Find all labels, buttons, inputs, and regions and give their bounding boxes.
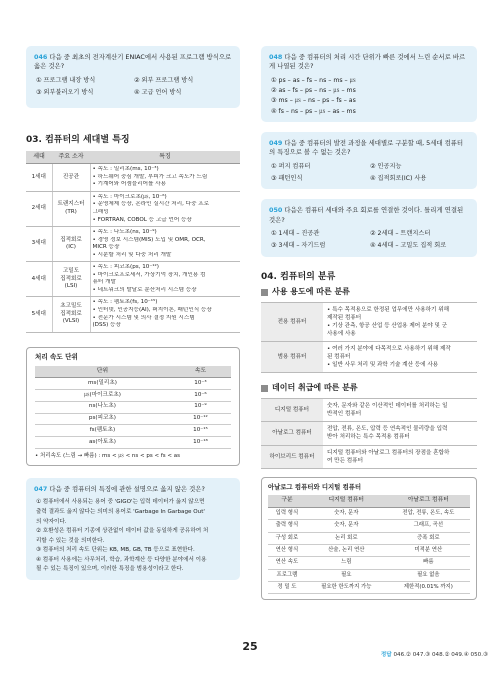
features-cell <box>90 262 240 297</box>
speed-cell: 10⁻¹⁵ <box>170 425 231 437</box>
compare-table <box>268 495 470 594</box>
question-049-options <box>269 163 469 184</box>
speed-note: • 처리속도 (느림 → 빠름) : ms < ㎲ < ns < ps < fs < as <box>35 452 180 459</box>
option[interactable]: ④ 고급 언어 방식 <box>134 88 182 96</box>
option[interactable]: ② 2세대 – 트랜지스터 <box>370 229 431 237</box>
value-cell: 증폭 회로 <box>387 532 470 544</box>
question-047-options <box>34 499 232 573</box>
subsection-title-use: 사용 용도에 따른 분류 <box>261 287 477 298</box>
table-row <box>35 401 231 413</box>
answer: 047.③ <box>412 652 431 658</box>
answer-key-label: 정답 <box>380 652 392 658</box>
row-description <box>323 302 477 341</box>
features-cell <box>90 227 240 262</box>
question-048-options <box>269 77 469 116</box>
table-row <box>261 445 477 468</box>
option[interactable]: ④ 집적회로(IC) 사용 <box>370 174 427 182</box>
row-description <box>323 445 477 468</box>
value-cell: 느림 <box>306 557 387 569</box>
table-row <box>261 399 477 422</box>
table-row <box>35 390 231 402</box>
element-line: 집적회로 <box>60 310 82 317</box>
value-cell: 빠름 <box>387 557 470 569</box>
question-046-options <box>34 77 232 98</box>
option-line[interactable]: ③ 컴퓨터의 처리 속도 단위는 KB, MB, GB, TB 등으로 표현한다. <box>36 547 195 554</box>
question-number: 050 <box>269 206 283 215</box>
row-description <box>323 399 477 422</box>
page-number: 25 <box>242 640 258 653</box>
value-cell: 전압, 전류, 온도, 속도 <box>387 508 470 520</box>
question-047 <box>26 478 240 580</box>
compare-title: 아날로그 컴퓨터와 디지털 컴퓨터 <box>268 482 362 491</box>
generation-cell: 1세대 <box>26 164 52 192</box>
unit-cell: ps(피코초) <box>35 413 170 425</box>
table-header: 특징 <box>90 151 240 164</box>
option[interactable]: ③ ms – ㎲ – ns – ps – fs – as <box>271 97 356 105</box>
feature-line: • 속도 : 마이크로초(㎲, 10⁻⁶) <box>92 193 167 200</box>
features-cell <box>90 164 240 192</box>
value-cell: 숫자, 문자 <box>306 520 387 532</box>
unit-cell: as(아토초) <box>35 437 170 449</box>
answer: 050.③ <box>470 652 488 658</box>
element-line: 집적회로 <box>60 236 82 243</box>
table-row <box>268 545 470 557</box>
feature-line: • 네트워크의 발달로 분산처리 시스템 등장 <box>92 286 197 293</box>
description-line: 제작된 컴퓨터 <box>327 314 362 321</box>
category-cell: 구성 회로 <box>268 532 306 544</box>
feature-line: • 기계어와 어셈블리어를 사용 <box>92 181 166 188</box>
table-header: 구분 <box>268 495 306 507</box>
table-row <box>35 413 231 425</box>
generation-cell: 2세대 <box>26 191 52 226</box>
value-cell: 그래프, 곡선 <box>387 520 470 532</box>
feature-line: • 속도 : 밀리초(ms, 10⁻³) <box>92 166 159 173</box>
features-cell <box>90 191 240 226</box>
answer: 046.② <box>393 652 411 658</box>
table-row <box>268 532 470 544</box>
table-row <box>26 227 240 262</box>
option-line[interactable]: 될 수 있는 특징이 있으며, 이러한 특징을 범용성이라고 한다. <box>36 566 184 573</box>
value-cell: 필요한 한도까지 가능 <box>306 581 387 593</box>
description-line: • 특수 목적용으로 한정된 업무에만 사용하기 위해 <box>327 306 450 313</box>
description-line: • 여러 가지 분야에 다목적으로 사용하기 위해 제작 <box>327 345 451 352</box>
category-cell: 연산 속도 <box>268 557 306 569</box>
option-line[interactable]: ② 호환성은 컴퓨터 기종에 상관없이 데이터 값을 동일하게 공유하여 처 <box>36 528 209 535</box>
row-label: 하이브리드 컴퓨터 <box>261 445 323 468</box>
element-line: 고밀도 <box>62 268 80 275</box>
speed-cell: 10⁻¹⁸ <box>170 437 231 449</box>
description-line: 받아 처리하는 특수 목적용 컴퓨터 <box>327 434 410 441</box>
category-cell: 연산 형식 <box>268 545 306 557</box>
element-cell <box>52 164 90 192</box>
element-cell <box>52 262 90 297</box>
option[interactable]: ② 외부 프로그램 방식 <box>134 76 194 84</box>
speed-units-title: 처리 속도 단위 <box>35 352 78 361</box>
feature-line: • 운영체제 등장, 온라인 실시간 처리, 다중 프로 <box>92 201 210 208</box>
option[interactable]: ① 퍼지 컴퓨터 <box>271 162 311 170</box>
by-data-table <box>261 398 477 469</box>
option-line[interactable]: 출력 결과도 옳지 않다는 의미의 용어로 'Garbage In Garbage Out' <box>36 508 205 515</box>
square-bullet-icon <box>261 385 268 392</box>
element-line: (IC) <box>66 244 76 251</box>
speed-units-table <box>35 366 231 449</box>
table-header: 단위 <box>35 366 170 378</box>
row-label: 범용 컴퓨터 <box>261 341 323 372</box>
option[interactable]: ③ 외부불러오기 방식 <box>36 88 94 96</box>
feature-line: • 속도 : 나노초(ns, 10⁻⁹) <box>92 229 157 236</box>
option[interactable]: ① 프로그램 내장 방식 <box>36 76 96 84</box>
table-row <box>261 422 477 445</box>
description-line: 반적인 컴퓨터 <box>327 411 362 418</box>
table-row <box>268 520 470 532</box>
question-050 <box>261 199 477 256</box>
question-046-stem: 046 다음 중 최초의 전자계산기 ENIAC에서 사용된 프로그램 방식으로 옳은 것은? <box>34 53 232 71</box>
by-use-table <box>261 302 477 374</box>
feature-line: • 시분할 처리 및 다중 처리 개발 <box>92 251 172 258</box>
question-number: 049 <box>269 139 283 147</box>
table-row <box>35 425 231 437</box>
description-line: 여 만든 컴퓨터 <box>327 457 363 464</box>
category-cell: 프로그램 <box>268 569 306 581</box>
row-description <box>323 341 477 372</box>
element-line: (LSI) <box>64 283 78 290</box>
feature-line: • FORTRAN, COBOL 등 고급 언어 등장 <box>92 216 192 223</box>
category-cell: 출력 형식 <box>268 520 306 532</box>
feature-line: • 속도 : 펨토초(fs, 10⁻¹⁵) <box>92 299 158 306</box>
question-047-stem: 047 다음 중 컴퓨터의 특징에 관한 설명으로 옳지 않은 것은? <box>34 485 205 494</box>
feature-line: • 마이크로프로세서, 가상기억 장치, 개인용 컴 <box>92 271 206 278</box>
option[interactable]: ① 1세대 – 진공관 <box>271 229 320 237</box>
option[interactable]: ② as – fs – ps – ns – ㎲ – ms <box>271 86 356 94</box>
option[interactable]: ① ps – as – fs – ns – ms – ㎲ <box>271 76 356 84</box>
table-row <box>261 302 477 341</box>
question-number: 046 <box>34 53 48 61</box>
element-line: 집적회로 <box>60 275 82 282</box>
table-row <box>268 581 470 593</box>
element-line: 진공관 <box>62 173 80 180</box>
table-header: 속도 <box>170 366 231 378</box>
value-cell: 필요 없음 <box>387 569 470 581</box>
question-number: 047 <box>34 485 48 494</box>
feature-line: (DSS) 등장 <box>92 322 121 329</box>
compare-box <box>261 477 477 601</box>
square-bullet-icon <box>261 289 268 296</box>
row-label: 전용 컴퓨터 <box>261 302 323 341</box>
description-line: 전압, 전류, 온도, 압력 등 연속적인 물리량을 입력 <box>327 426 448 433</box>
table-row <box>26 297 240 332</box>
value-cell: 숫자, 문자 <box>306 508 387 520</box>
table-header: 아날로그 컴퓨터 <box>387 495 470 507</box>
subsection-title-data: 데이터 취급에 따른 분류 <box>261 383 477 394</box>
option[interactable]: ③ 3세대 – 자기드럼 <box>271 242 326 250</box>
element-cell <box>52 227 90 262</box>
option-line[interactable]: 리할 수 있는 것을 의미한다. <box>36 537 105 544</box>
feature-line: • 경영 정보 시스템(MIS) 도입 및 OMR, OCR, <box>92 236 206 243</box>
description-line: 숫자, 문자와 같은 이산적인 데이터를 처리하는 일 <box>327 403 448 410</box>
answer-key <box>381 652 488 660</box>
generation-cell: 5세대 <box>26 297 52 332</box>
table-row <box>26 262 240 297</box>
option[interactable]: ④ fs – ns – ps – ㎲ – as – ms <box>271 107 356 115</box>
speed-cell: 10⁻⁶ <box>170 390 231 402</box>
feature-line: • 하드웨어 중심 개발, 부피가 크고 속도가 느림 <box>92 173 208 180</box>
category-cell: 정 밀 도 <box>268 581 306 593</box>
description-line: 사용에 사용 <box>327 330 356 337</box>
feature-line: 퓨터 개발 <box>92 279 116 286</box>
option-line[interactable]: ① 컴퓨터에서 사용되는 용어 중 'GIGO'는 입력 데이터가 옳지 않으면 <box>36 499 205 506</box>
element-cell <box>52 191 90 226</box>
option-line[interactable]: 의 약자이다. <box>36 518 67 525</box>
option-line[interactable]: ④ 컴퓨터 사용에는 사무처리, 학습, 과학계산 등 다양한 분야에서 이용 <box>36 556 207 563</box>
element-line: (VLSI) <box>62 318 80 325</box>
unit-cell: ms(밀리초) <box>35 378 170 390</box>
table-row <box>26 191 240 226</box>
description-line: 된 컴퓨터 <box>327 354 351 361</box>
section-generations <box>26 134 240 333</box>
unit-cell: ㎲(마이크로초) <box>35 390 170 402</box>
question-050-stem: 050 다음은 컴퓨터 세대와 주요 회로를 연결한 것이다. 틀리게 연결된 것은? <box>269 206 464 224</box>
question-049-stem: 049 다음 중 컴퓨터의 발전 과정을 세대별로 구분할 때, 5세대 컴퓨터의 특징으로 볼 수 없는 것은? <box>269 139 464 157</box>
description-line: • 기상 관측, 항공 산업 등 산업용 제어 분야 및 군 <box>327 322 448 329</box>
feature-line: • 인터넷, 인공지능(AI), 퍼지이론, 패턴인식 등장 <box>92 306 212 313</box>
table-row <box>26 164 240 192</box>
speed-units-box <box>26 347 240 467</box>
table-header: 세대 <box>26 151 52 164</box>
element-line: 트랜지스터 <box>57 201 85 208</box>
row-label: 디지털 컴퓨터 <box>261 399 323 422</box>
table-row <box>268 569 470 581</box>
row-description <box>323 422 477 445</box>
generation-cell: 4세대 <box>26 262 52 297</box>
question-048 <box>261 46 477 122</box>
option[interactable]: ④ 4세대 – 고밀도 집적 회로 <box>370 242 447 250</box>
table-row <box>35 437 231 449</box>
generations-table <box>26 151 240 332</box>
table-header: 주요 소자 <box>52 151 90 164</box>
value-cell: 제한적(0.01% 까지) <box>387 581 470 593</box>
answer: 049.④ <box>451 652 469 658</box>
description-line: • 일반 사무 처리 및 과학 기술 계산 등에 사용 <box>327 362 439 369</box>
question-049 <box>261 132 477 189</box>
right-column <box>261 46 477 600</box>
feature-line: MICR 등장 <box>92 244 120 251</box>
question-050-options <box>269 230 469 251</box>
value-cell: 산술, 논리 연산 <box>306 545 387 557</box>
option[interactable]: ③ 패턴인식 <box>271 174 303 182</box>
table-row <box>268 508 470 520</box>
feature-line: 그래밍 <box>92 208 109 215</box>
feature-line: • 속도 : 피코초(ps, 10⁻¹²) <box>92 264 159 271</box>
value-cell: 필요 <box>306 569 387 581</box>
element-cell <box>52 297 90 332</box>
section-title: 04. 컴퓨터의 분류 <box>261 271 336 282</box>
generation-cell: 3세대 <box>26 227 52 262</box>
row-label: 아날로그 컴퓨터 <box>261 422 323 445</box>
unit-cell: fs(펨토초) <box>35 425 170 437</box>
value-cell: 논리 회로 <box>306 532 387 544</box>
question-048-stem: 048 다음 중 컴퓨터의 처리 시간 단위가 빠른 것에서 느린 순서로 바르게 나열된 것은? <box>269 53 466 71</box>
speed-cell: 10⁻¹² <box>170 413 231 425</box>
element-line: 초고밀도 <box>60 303 82 310</box>
features-cell <box>90 297 240 332</box>
left-column <box>26 46 240 580</box>
table-row <box>35 378 231 390</box>
table-row <box>268 557 470 569</box>
question-046 <box>26 46 240 108</box>
table-row <box>261 341 477 372</box>
category-cell: 입력 형식 <box>268 508 306 520</box>
description-line: 디지털 컴퓨터와 아날로그 컴퓨터의 장점을 혼합하 <box>327 449 450 456</box>
unit-cell: ns(나노초) <box>35 401 170 413</box>
value-cell: 미적분 연산 <box>387 545 470 557</box>
feature-line: • 전문가 시스템 및 의사 결정 지원 시스템 <box>92 314 195 321</box>
speed-cell: 10⁻⁹ <box>170 401 231 413</box>
element-line: (TR) <box>65 208 77 215</box>
speed-cell: 10⁻³ <box>170 378 231 390</box>
table-header: 디지털 컴퓨터 <box>306 495 387 507</box>
question-number: 048 <box>269 53 283 61</box>
section-title: 03. 컴퓨터의 세대별 특징 <box>26 135 130 145</box>
option[interactable]: ② 인공지능 <box>370 162 402 170</box>
answer: 048.② <box>431 652 450 658</box>
